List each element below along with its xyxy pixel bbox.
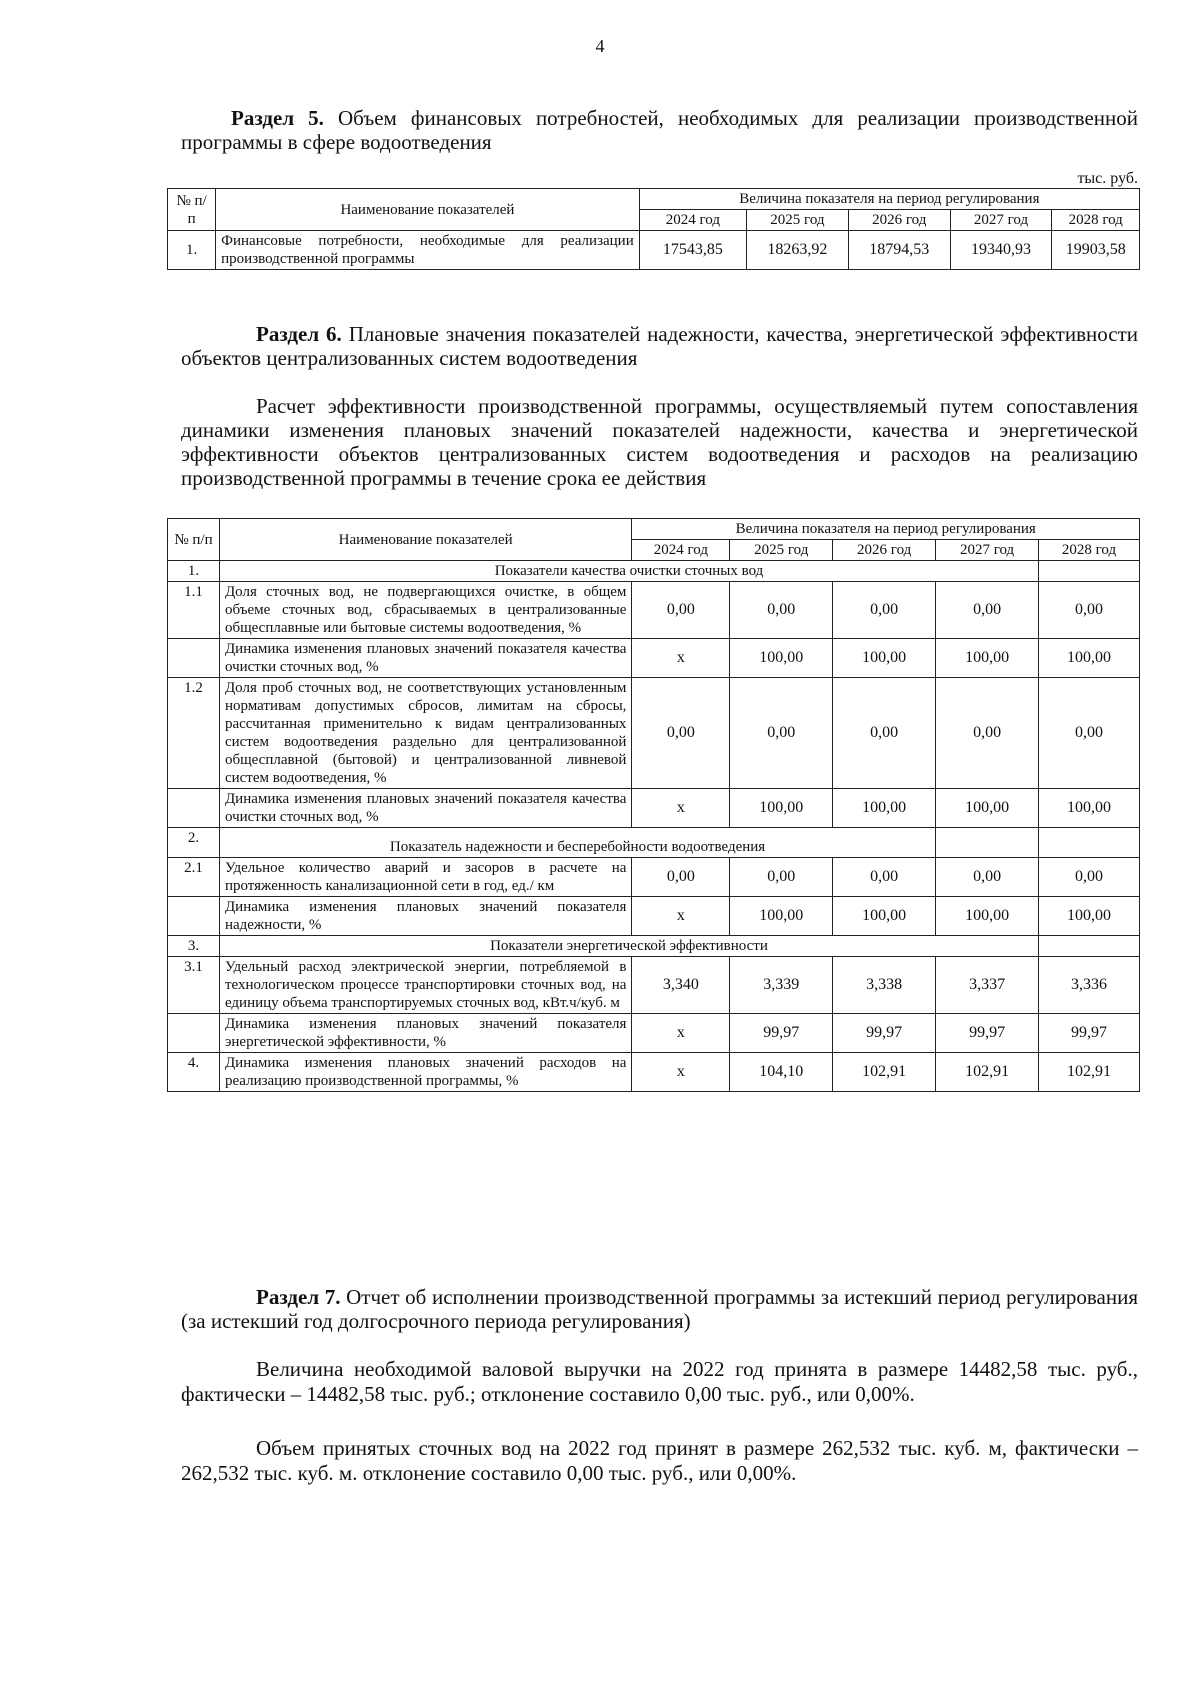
row-value: 3,339 [730, 957, 833, 1014]
row-name: Динамика изменения плановых значений показателя надежности, % [219, 897, 631, 936]
row-value: x [632, 1053, 730, 1092]
row-value: 0,00 [730, 678, 833, 789]
header-period: Величина показателя на период регулирования [639, 189, 1139, 210]
group-row [168, 828, 1140, 858]
row-value: 0,00 [1039, 858, 1140, 897]
table-row [168, 1014, 1140, 1053]
header-year: 2026 год [848, 210, 950, 231]
table-row [168, 231, 1140, 270]
table-row [168, 789, 1140, 828]
section5-label: Раздел 5. [231, 106, 324, 130]
header-year: 2027 год [936, 540, 1039, 561]
page-number: 4 [595, 36, 605, 56]
row-value: 99,97 [730, 1014, 833, 1053]
row-value: 104,10 [730, 1053, 833, 1092]
row-value: 100,00 [936, 789, 1039, 828]
row-value: 102,91 [936, 1053, 1039, 1092]
header-year: 2028 год [1039, 540, 1140, 561]
row-value: 99,97 [833, 1014, 936, 1053]
row-name: Динамика изменения плановых значений показателя качества очистки сточных вод, % [219, 789, 631, 828]
section5-unit: тыс. руб. [1077, 170, 1138, 187]
row-num: 3.1 [168, 957, 220, 1014]
row-value: 0,00 [1039, 582, 1140, 639]
row-value: 0,00 [833, 582, 936, 639]
row-num: 1.2 [168, 678, 220, 789]
header-year: 2025 год [747, 210, 849, 231]
row-value: 100,00 [1039, 639, 1140, 678]
row-value: 100,00 [833, 897, 936, 936]
row-value: 100,00 [1039, 789, 1140, 828]
row-num: 4. [168, 1053, 220, 1092]
row-value: 100,00 [936, 897, 1039, 936]
row-value: 0,00 [730, 582, 833, 639]
header-name: Наименование показателей [219, 519, 631, 561]
row-value: x [632, 897, 730, 936]
section6-title: Плановые значения показателей надежности, качества, энергетической эффективности объектов централизованных систем водоотведения [181, 322, 1138, 370]
row-value: 102,91 [833, 1053, 936, 1092]
row-value: x [632, 1014, 730, 1053]
section5-title: Объем финансовых потребностей, необходимых для реализации производственной программы в сфере водоотведения [181, 106, 1138, 154]
row-value: 102,91 [1039, 1053, 1140, 1092]
row-value: 0,00 [632, 582, 730, 639]
section7-paragraph-2: Объем принятых сточных вод на 2022 год принят в размере 262,532 тыс. куб. м, фактически – 262,532 тыс. куб. м. отклонение составило 0,00 тыс. руб., или 0,00%. [181, 1436, 1138, 1485]
section7-title: Отчет об исполнении производственной программы за истекший период регулирования (за истекший год долгосрочного периода регулирования) [181, 1285, 1138, 1333]
row-value: 0,00 [632, 858, 730, 897]
group-title: Показатели качества очистки сточных вод [219, 561, 1038, 582]
row-value: 18263,92 [747, 231, 849, 270]
header-name: Наименование показателей [216, 189, 640, 231]
row-name: Удельное количество аварий и засоров в расчете на протяженность канализационной сети в год, ед./ км [219, 858, 631, 897]
group-num: 1. [168, 561, 220, 582]
row-value: 0,00 [1039, 678, 1140, 789]
row-value: 100,00 [730, 897, 833, 936]
row-value: 0,00 [730, 858, 833, 897]
row-name: Динамика изменения плановых значений показателя энергетической эффективности, % [219, 1014, 631, 1053]
section6-label: Раздел 6. [256, 322, 342, 346]
header-period: Величина показателя на период регулирования [632, 519, 1140, 540]
row-num: 1. [168, 231, 216, 270]
table-row [168, 897, 1140, 936]
header-num: № п/п [168, 519, 220, 561]
header-year: 2028 год [1052, 210, 1140, 231]
row-value: 0,00 [936, 678, 1039, 789]
row-value: 100,00 [730, 789, 833, 828]
row-value: 3,336 [1039, 957, 1140, 1014]
header-year: 2024 год [639, 210, 746, 231]
table-row [168, 639, 1140, 678]
row-value: x [632, 639, 730, 678]
financial-needs-table [167, 188, 1140, 270]
group-row [168, 936, 1140, 957]
section5-heading [181, 106, 1138, 154]
row-value: 100,00 [1039, 897, 1140, 936]
row-name: Динамика изменения плановых значений расходов на реализацию производственной программы, % [219, 1053, 631, 1092]
group-num: 3. [168, 936, 220, 957]
row-value: 19340,93 [950, 231, 1052, 270]
table-row [168, 858, 1140, 897]
row-value: 19903,58 [1052, 231, 1140, 270]
table-row [168, 678, 1140, 789]
section7-paragraph-1: Величина необходимой валовой выручки на 2022 год принята в размере 14482,58 тыс. руб., фактически – 14482,58 тыс. руб.; отклонение составило 0,00 тыс. руб., или 0,00%. [181, 1357, 1138, 1406]
header-num: № п/п [168, 189, 216, 231]
row-num: 2.1 [168, 858, 220, 897]
row-value: 18794,53 [848, 231, 950, 270]
row-value: 0,00 [632, 678, 730, 789]
row-value: 100,00 [833, 789, 936, 828]
group-title: Показатели энергетической эффективности [219, 936, 1038, 957]
header-year: 2027 год [950, 210, 1052, 231]
section7-heading [181, 1285, 1138, 1333]
row-value: 0,00 [936, 582, 1039, 639]
indicators-table [167, 518, 1140, 1092]
row-value: 0,00 [833, 858, 936, 897]
section6-heading [181, 322, 1138, 370]
row-value: 99,97 [936, 1014, 1039, 1053]
table-row [168, 582, 1140, 639]
row-name: Финансовые потребности, необходимые для реализации производственной программы [216, 231, 640, 270]
header-year: 2026 год [833, 540, 936, 561]
row-value: x [632, 789, 730, 828]
row-value: 0,00 [833, 678, 936, 789]
section6-paragraph: Расчет эффективности производственной программы, осуществляемый путем сопоставления динамики изменения плановых значений показателей надежности, качества и энергетической эффективности объектов централизованных систем водоотведения и расходов на реализацию производственной программы в течение срока ее действия [181, 394, 1138, 490]
row-value: 3,337 [936, 957, 1039, 1014]
row-value: 99,97 [1039, 1014, 1140, 1053]
group-row [168, 561, 1140, 582]
row-name: Динамика изменения плановых значений показателя качества очистки сточных вод, % [219, 639, 631, 678]
row-value: 100,00 [936, 639, 1039, 678]
table-row [168, 957, 1140, 1014]
row-value: 3,338 [833, 957, 936, 1014]
header-year: 2025 год [730, 540, 833, 561]
row-value: 100,00 [730, 639, 833, 678]
row-value: 100,00 [833, 639, 936, 678]
table-row [168, 1053, 1140, 1092]
row-value: 3,340 [632, 957, 730, 1014]
row-value: 17543,85 [639, 231, 746, 270]
section7-label: Раздел 7. [256, 1285, 341, 1309]
row-name: Удельный расход электрической энергии, потребляемой в технологическом процессе транспортировки сточных вод, на единицу объема транспортируемых сточных вод, кВт.ч/куб. м [219, 957, 631, 1014]
row-name: Доля сточных вод, не подвергающихся очистке, в общем объеме сточных вод, сбрасываемых в централизованные общесплавные или бытовые системы водоотведения, % [219, 582, 631, 639]
row-name: Доля проб сточных вод, не соответствующих установленным нормативам допустимых сбросов, лимитам на сбросы, рассчитанная применительно к видам централизованных систем водоотведения раздельно для централизованной общесплавной (бытовой) и централизованной ливневой систем водоотведения, % [219, 678, 631, 789]
header-year: 2024 год [632, 540, 730, 561]
row-num: 1.1 [168, 582, 220, 639]
row-value: 0,00 [936, 858, 1039, 897]
group-title: Показатель надежности и бесперебойности водоотведения [219, 828, 935, 858]
group-num: 2. [168, 828, 220, 858]
